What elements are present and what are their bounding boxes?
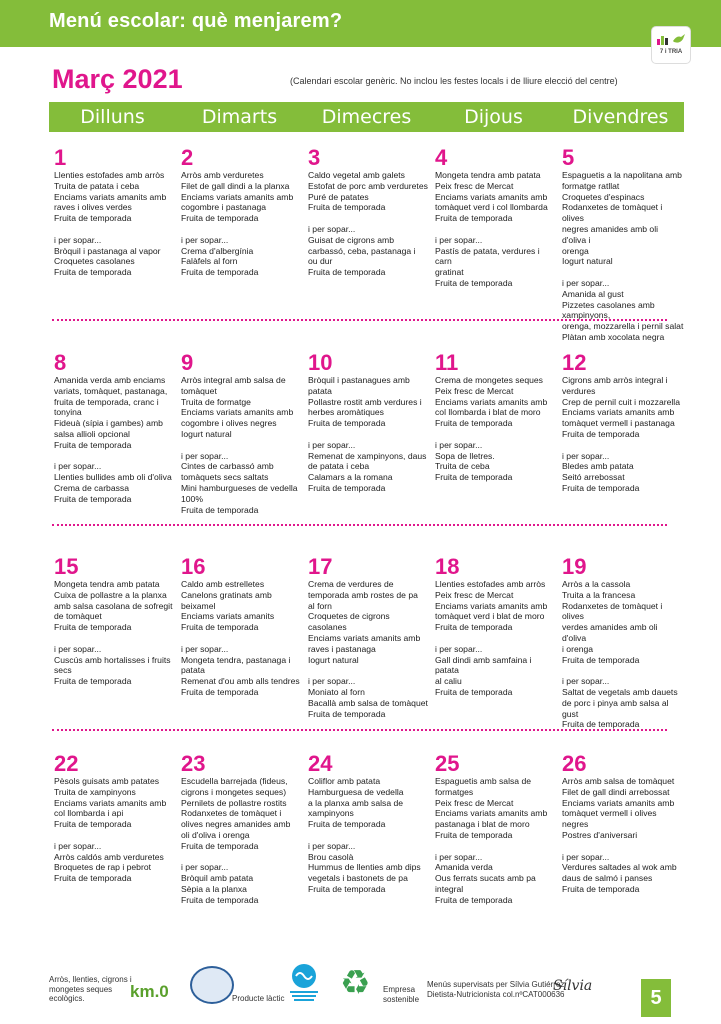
- menu-line: tonyina: [54, 407, 82, 418]
- menu-line: Enciams variats amanits: [181, 611, 275, 622]
- menu-line: Llenties estofades amb arròs: [54, 170, 165, 180]
- day-number: 5: [562, 145, 575, 170]
- menu-line: Fruita de temporada: [435, 472, 513, 483]
- menu-gap: [54, 224, 176, 235]
- menu-line: Rodanxetes de tomàquet i olives: [562, 202, 663, 224]
- menu-line: Sèpia a la planxa: [181, 883, 247, 894]
- menu-line: carbassó, ceba, pastanaga i: [308, 245, 416, 256]
- menu-line: Truita de patata i ceba: [54, 180, 140, 191]
- menu-line: Pizzetes casolanes amb xampinyons,: [562, 299, 655, 321]
- menu-gap: [181, 224, 303, 235]
- menu-line: Enciams variats amanits amb: [54, 191, 167, 202]
- header-title: Menú escolar: què menjarem?: [49, 10, 343, 32]
- day-cell: [562, 555, 684, 730]
- menu-line: Enciams variats amanits amb: [54, 797, 167, 808]
- day-cell: [562, 351, 684, 494]
- menu-line: i per sopar...: [181, 234, 229, 245]
- menu-line: salsa allioli opcional: [54, 428, 130, 439]
- menu-line: Crema d'albergínia: [181, 245, 254, 256]
- menu-line: Verdures saltades al wok amb: [562, 862, 677, 873]
- menu-line: Remenat de xampinyons, daus: [308, 450, 427, 461]
- menu-line: Broquetes de rap i pebrot: [54, 862, 151, 873]
- menu-line: Falàfels al forn: [181, 256, 238, 267]
- logo-text: 7 i TRIA: [659, 49, 683, 55]
- menu-line: Fruita de temporada: [562, 428, 640, 439]
- day-header-wednesday: Dimecres: [303, 102, 430, 132]
- week-divider: [52, 319, 667, 321]
- day-number: 1: [54, 145, 67, 170]
- menu-line: Plàtan amb xocolata negra: [562, 331, 665, 342]
- menu-line: i per sopar...: [435, 439, 483, 450]
- menu-line: i per sopar...: [181, 643, 229, 654]
- menu-line: Fruita de temporada: [435, 622, 513, 633]
- menu-line: i per sopar...: [54, 643, 102, 654]
- menu-line: variats, tomàquet, pastanaga,: [54, 385, 168, 396]
- menu-line: xampinyons: [308, 808, 354, 819]
- menu-line: temporada amb rostes de pa: [308, 589, 418, 600]
- menu-line: pastanaga i blat de moro: [435, 819, 530, 830]
- menu-line: i per sopar...: [562, 450, 610, 461]
- menu-line: Fruita de temporada: [562, 482, 640, 493]
- menu-line: raves i pastanaga: [308, 643, 376, 654]
- menu-line: Fruita de temporada: [54, 819, 132, 830]
- menu-line: Pastís de patata, verdures i carn: [435, 245, 540, 267]
- menu-line: Bròquil i pastanagues amb: [308, 375, 410, 385]
- menu-line: Fruita de temporada: [181, 622, 259, 633]
- menu-line: Peix fresc de Mercat: [435, 797, 514, 808]
- supervision-note: [427, 980, 565, 1000]
- menu-line: Saltat de vegetals amb dauets: [562, 686, 678, 697]
- menu-line: vegetals i bastonets de pa: [308, 873, 408, 884]
- menu-line: Fruita de temporada: [435, 894, 513, 905]
- menu-line: cogombre i olives negres: [181, 418, 277, 429]
- menu-gap: [54, 451, 176, 462]
- menu-line: Sopa de lletres.: [435, 450, 495, 461]
- menu-line: verdures: [562, 385, 596, 396]
- day-cell: [308, 752, 430, 895]
- day-cell: [435, 146, 557, 289]
- day-number: 22: [54, 751, 79, 776]
- menu-line: Gall dindi amb samfaina i patata: [435, 654, 532, 676]
- day-number: 12: [562, 350, 587, 375]
- menu-line: Crema de carbassa: [54, 482, 129, 493]
- menu-gap: [562, 267, 684, 278]
- menu-line: Crema de mongetes seques: [435, 375, 543, 385]
- day-number: 26: [562, 751, 587, 776]
- day-number: 24: [308, 751, 333, 776]
- menu-line: Fruita de temporada: [308, 708, 386, 719]
- menu-line: Enciams variats amanits amb: [562, 407, 675, 418]
- menu-gap: [435, 429, 557, 440]
- bird-icon: [672, 33, 686, 45]
- menu-line: Fruita de temporada: [435, 213, 513, 224]
- day-cell: [435, 752, 557, 906]
- menu-line: Calamars a la romana: [308, 472, 393, 483]
- menu-line: Fruita de temporada: [181, 894, 259, 905]
- menu-line: Fruita de temporada: [54, 493, 132, 504]
- menu-gap: [308, 213, 430, 224]
- day-cell: [308, 351, 430, 494]
- menu-line: i orenga: [562, 643, 594, 654]
- menu-line: Hamburguesa de vedella: [308, 786, 404, 797]
- menu-line: Cuscús amb hortalisses i fruits: [54, 654, 171, 665]
- menu-line: Brou casolà: [308, 851, 354, 862]
- menu-gap: [435, 841, 557, 852]
- menu-line: tomàquet vermell i pastanaga: [562, 418, 675, 429]
- week-divider: [52, 729, 667, 731]
- menu-gap: [562, 665, 684, 676]
- menu-line: Crep de pernil cuit i mozzarella: [562, 396, 680, 407]
- menu-line: Postres d'aniversari: [562, 829, 638, 840]
- menu-line: tomàquet vermell i olives: [562, 808, 657, 819]
- menu-line: tomàquet verd i col llombarda: [435, 202, 548, 213]
- brand-logo: [652, 27, 690, 63]
- menu-line: Arròs integral amb salsa de: [181, 375, 286, 385]
- menu-line: Crema de verdures de: [308, 579, 394, 589]
- menu-line: negres amanides amb oli d'oliva i: [562, 223, 659, 245]
- day-cell: [54, 351, 176, 505]
- menu-line: cigrons i mongetes seques): [181, 786, 287, 797]
- menu-line: Coliflor amb patata: [308, 776, 381, 786]
- menu-line: Llenties estofades amb arròs: [435, 579, 546, 589]
- menu-line: Enciams variats amanits amb: [435, 396, 548, 407]
- menu-line: Fruita de temporada: [308, 482, 386, 493]
- day-cell: [54, 146, 176, 278]
- menu-line: Arròs a la cassola: [562, 579, 631, 589]
- menu-line: i per sopar...: [308, 676, 356, 687]
- menu-line: Arròs caldós amb verduretes: [54, 851, 164, 862]
- day-number: 15: [54, 554, 79, 579]
- day-number: 17: [308, 554, 333, 579]
- menu-line: Arròs amb salsa de tomàquet: [562, 776, 675, 786]
- day-cell: [435, 351, 557, 483]
- menu-line: Fruita de temporada: [562, 654, 640, 665]
- menu-gap: [181, 633, 303, 644]
- menu-line: integral: [435, 883, 464, 894]
- menu-line: i per sopar...: [54, 461, 102, 472]
- day-number: 16: [181, 554, 206, 579]
- recycle-icon: ♻: [340, 964, 371, 1002]
- day-number: 10: [308, 350, 333, 375]
- menu-line: Fruita de temporada: [181, 504, 259, 515]
- menu-line: gratinat: [435, 267, 464, 278]
- menu-line: Amanida verda: [435, 862, 493, 873]
- km0-logo: km.0: [130, 982, 169, 1001]
- menu-line: Cigrons amb arròs integral i: [562, 375, 668, 385]
- menu-line: Mini hamburgueses de vedella: [181, 482, 298, 493]
- day-cell: [181, 555, 303, 698]
- menu-line: i per sopar...: [435, 234, 483, 245]
- day-header-monday: Dilluns: [49, 102, 176, 132]
- menu-line: olives negres amanides amb: [181, 819, 291, 830]
- menu-line: al forn: [308, 600, 332, 611]
- menu-line: i per sopar...: [181, 862, 229, 873]
- menu-line: Pernilets de pollastre rostits: [181, 797, 287, 808]
- signature: Sílvia: [553, 978, 593, 994]
- menu-line: Truita a la francesa: [562, 589, 636, 600]
- week-divider: [52, 524, 667, 526]
- lacti-label: Producte làctic: [232, 994, 285, 1003]
- menu-line: Enciams variats amanits amb: [562, 797, 675, 808]
- menu-line: col llombarda i api: [54, 808, 124, 819]
- day-number: 18: [435, 554, 460, 579]
- page-number: 5: [641, 979, 671, 1017]
- menu-line: Espaguetis a la napolitana amb: [562, 170, 682, 180]
- day-number: 2: [181, 145, 194, 170]
- menu-line: Fruita de temporada: [562, 883, 640, 894]
- day-cell: [181, 351, 303, 515]
- day-number: 11: [435, 350, 459, 375]
- menu-line: Truita de formatge: [181, 396, 251, 407]
- menu-line: Filet de gall dindi arrebossat: [562, 786, 670, 797]
- menu-line: Enciams variats amanits amb: [435, 808, 548, 819]
- day-cell: [308, 146, 430, 278]
- menu-line: de patata i ceba: [308, 461, 370, 472]
- menu-line: Fruita de temporada: [435, 277, 513, 288]
- menu-line: Ous ferrats sucats amb pa: [435, 873, 536, 884]
- menu-line: Amanida verda amb enciams: [54, 375, 166, 385]
- menu-line: tomàquet verd i blat de moro: [435, 611, 545, 622]
- sustainable-label-line: sostenible: [383, 995, 420, 1004]
- day-cell: [54, 555, 176, 687]
- menu-line: Caldo vegetal amb galets: [308, 170, 405, 180]
- menu-line: Bròquil amb patata: [181, 873, 254, 884]
- menu-gap: [562, 841, 684, 852]
- menu-line: Cintes de carbassó amb: [181, 461, 274, 472]
- day-number: 3: [308, 145, 321, 170]
- menu-line: i per sopar...: [308, 223, 356, 234]
- menu-line: Canelons gratinats amb beixamel: [181, 589, 272, 611]
- menu-line: formatge ratllat: [562, 180, 620, 191]
- cow-logo-icon: [190, 966, 234, 1004]
- menu-line: cogombre i pastanaga: [181, 202, 267, 213]
- menu-line: Enciams variats amanits amb: [435, 600, 548, 611]
- menu-line: Hummus de llenties amb dips: [308, 862, 421, 873]
- menu-line: Fruita de temporada: [54, 213, 132, 224]
- menu-line: Bledes amb patata: [562, 461, 634, 472]
- business-social-value-icon: [286, 962, 322, 1002]
- menu-line: Fideuà (sípia i gambes) amb: [54, 418, 163, 429]
- menu-line: Enciams variats amanits amb: [181, 191, 294, 202]
- sustainable-label-line: Empresa: [383, 985, 416, 994]
- menu-line: patata: [308, 385, 332, 396]
- menu-gap: [308, 830, 430, 841]
- menu-line: secs: [54, 665, 72, 676]
- menu-line: Iogurt natural: [562, 256, 613, 267]
- menu-line: negres: [562, 819, 589, 830]
- menu-line: Fruita de temporada: [54, 267, 132, 278]
- menu-line: Fruita de temporada: [308, 267, 386, 278]
- menu-line: Iogurt natural: [308, 654, 359, 665]
- menu-line: Rodanxetes de tomàquet i olives: [562, 600, 663, 622]
- menu-line: ou dur: [308, 256, 333, 267]
- menu-line: tomàquets secs saltats: [181, 472, 269, 483]
- menu-line: Fruita de temporada: [308, 202, 386, 213]
- menu-line: herbes aromàtiques: [308, 407, 384, 418]
- menu-line: Arròs amb verduretes: [181, 170, 264, 180]
- menu-line: Moniato al forn: [308, 686, 365, 697]
- menu-line: Fruita de temporada: [435, 829, 513, 840]
- calendar-note: (Calendari escolar genèric. No inclou les festes locals i de lliure elecció del centre): [290, 76, 618, 86]
- menu-line: Fruita de temporada: [308, 819, 386, 830]
- day-number: 9: [181, 350, 194, 375]
- menu-line: fruita de temporada, cranc i: [54, 396, 159, 407]
- bars-icon: [657, 35, 671, 45]
- menu-line: Fruita de temporada: [562, 719, 640, 730]
- menu-line: Mongeta tendra amb patata: [54, 579, 160, 589]
- menu-line: Croquetes d'espinacs: [562, 191, 645, 202]
- menu-line: Puré de patates: [308, 191, 369, 202]
- day-cell: [435, 555, 557, 698]
- day-cell: [54, 752, 176, 884]
- menu-line: Mongeta tendra, pastanaga i: [181, 654, 291, 665]
- supervision-line: Dietista-Nutricionista col.nºCAT000636: [427, 990, 565, 999]
- menu-line: Fruita de temporada: [308, 418, 386, 429]
- menu-line: Fruita de temporada: [181, 213, 259, 224]
- sustainable-label: [383, 985, 419, 1005]
- menu-line: Fruita de temporada: [54, 439, 132, 450]
- menu-gap: [54, 830, 176, 841]
- menu-line: amb salsa casolana de sofregit: [54, 600, 173, 611]
- menu-line: Truita de ceba: [435, 461, 490, 472]
- menu-line: Remenat d'ou amb alls tendres: [181, 676, 300, 687]
- menu-line: Caldo amb estrelletes: [181, 579, 265, 589]
- menu-gap: [562, 440, 684, 451]
- menu-line: Escudella barrejada (fideus,: [181, 776, 288, 786]
- menu-line: Filet de gall dindi a la planxa: [181, 180, 290, 191]
- menu-gap: [54, 633, 176, 644]
- menu-line: i per sopar...: [435, 643, 483, 654]
- menu-line: 100%: [181, 493, 203, 504]
- menu-line: Amanida al gust: [562, 288, 624, 299]
- menu-line: i per sopar...: [435, 851, 483, 862]
- menu-line: col llombarda i blat de moro: [435, 407, 541, 418]
- menu-line: Fruita de temporada: [181, 267, 259, 278]
- menu-line: Truita de xampinyons: [54, 786, 136, 797]
- menu-line: Fruita de temporada: [308, 883, 386, 894]
- day-cell: [562, 146, 684, 343]
- day-cell: [562, 752, 684, 895]
- menu-line: Fruita de temporada: [54, 676, 132, 687]
- menu-line: daus de salmó i panses: [562, 873, 653, 884]
- menu-line: Fruita de temporada: [181, 840, 259, 851]
- menu-line: raves i olives verdes: [54, 202, 132, 213]
- menu-line: Enciams variats amanits amb: [435, 191, 548, 202]
- day-cell: [181, 752, 303, 906]
- menu-gap: [435, 224, 557, 235]
- menu-line: orenga: [562, 245, 589, 256]
- day-number: 4: [435, 145, 448, 170]
- day-header-thursday: Dijous: [430, 102, 557, 132]
- menu-line: Mongeta tendra amb patata: [435, 170, 541, 180]
- menu-line: i per sopar...: [181, 450, 229, 461]
- menu-line: Peix fresc de Mercat: [435, 180, 514, 191]
- menu-line: Fruita de temporada: [435, 686, 513, 697]
- menu-line: Espaguetis amb salsa de: [435, 776, 532, 786]
- menu-line: Llenties bullides amb oli d'oliva: [54, 472, 172, 483]
- day-header-friday: Divendres: [557, 102, 684, 132]
- menu-line: Peix fresc de Mercat: [435, 589, 514, 600]
- menu-line: Croquetes casolanes: [54, 256, 135, 267]
- day-number: 25: [435, 751, 460, 776]
- menu-gap: [181, 440, 303, 451]
- menu-line: patata: [181, 665, 205, 676]
- supervision-line: Menús supervisats per Sílvia Gutiérrez: [427, 980, 565, 989]
- menu-line: Peix fresc de Mercat: [435, 385, 514, 396]
- menu-gap: [308, 429, 430, 440]
- menu-line: i per sopar...: [54, 234, 102, 245]
- menu-line: i per sopar...: [308, 840, 356, 851]
- menu-line: Guisat de cigrons amb: [308, 234, 394, 245]
- eco-note: Arròs, llenties, cigrons i mongetes seques ecològics.: [49, 975, 132, 1003]
- menu-line: Pèsols guisats amb patates: [54, 776, 160, 786]
- menu-line: Enciams variats amanits amb: [308, 632, 421, 643]
- menu-line: Rodanxetes de tomàquet i: [181, 808, 282, 819]
- menu-line: i per sopar...: [562, 277, 610, 288]
- day-header-tuesday: Dimarts: [176, 102, 303, 132]
- menu-line: tomàquet: [181, 385, 217, 396]
- menu-line: Enciams variats amanits amb: [181, 407, 294, 418]
- menu-line: Iogurt natural: [181, 428, 232, 439]
- day-cell: [308, 555, 430, 719]
- menu-line: de tomàquet: [54, 611, 102, 622]
- day-cell: [181, 146, 303, 278]
- menu-line: i per sopar...: [54, 840, 102, 851]
- menu-line: a la planxa amb salsa de: [308, 797, 404, 808]
- menu-gap: [435, 633, 557, 644]
- menu-line: oli d'oliva i orenga: [181, 829, 250, 840]
- menu-line: i per sopar...: [562, 676, 610, 687]
- menu-line: de porc i pinya amb salsa al gust: [562, 697, 669, 719]
- menu-line: verdes amanides amb oli d'oliva: [562, 622, 658, 643]
- menu-line: Fruita de temporada: [181, 686, 259, 697]
- day-number: 19: [562, 554, 587, 579]
- menu-line: Fruita de temporada: [435, 418, 513, 429]
- day-number: 23: [181, 751, 206, 776]
- menu-line: Bròquil i pastanaga al vapor: [54, 245, 161, 256]
- page-header: [0, 0, 721, 47]
- menu-line: al caliu: [435, 676, 462, 687]
- day-number: 8: [54, 350, 67, 375]
- menu-line: Croquetes de cigrons casolanes: [308, 611, 390, 633]
- menu-gap: [181, 852, 303, 863]
- menu-line: orenga, mozzarella i pernil salat: [562, 321, 684, 332]
- menu-gap: [308, 665, 430, 676]
- menu-line: Fruita de temporada: [54, 622, 132, 633]
- menu-line: i per sopar...: [308, 439, 356, 450]
- menu-line: formatges: [435, 786, 474, 797]
- menu-line: Fruita de temporada: [54, 873, 132, 884]
- month-title: Març 2021: [52, 64, 183, 94]
- menu-line: Pollastre rostit amb verdures i: [308, 396, 422, 407]
- menu-line: Seitó arrebossat: [562, 472, 625, 483]
- menu-line: Estofat de porc amb verduretes: [308, 180, 428, 191]
- menu-line: Cuixa de pollastre a la planxa: [54, 589, 167, 600]
- menu-line: Bacallà amb salsa de tomàquet: [308, 697, 428, 708]
- menu-line: i per sopar...: [562, 851, 610, 862]
